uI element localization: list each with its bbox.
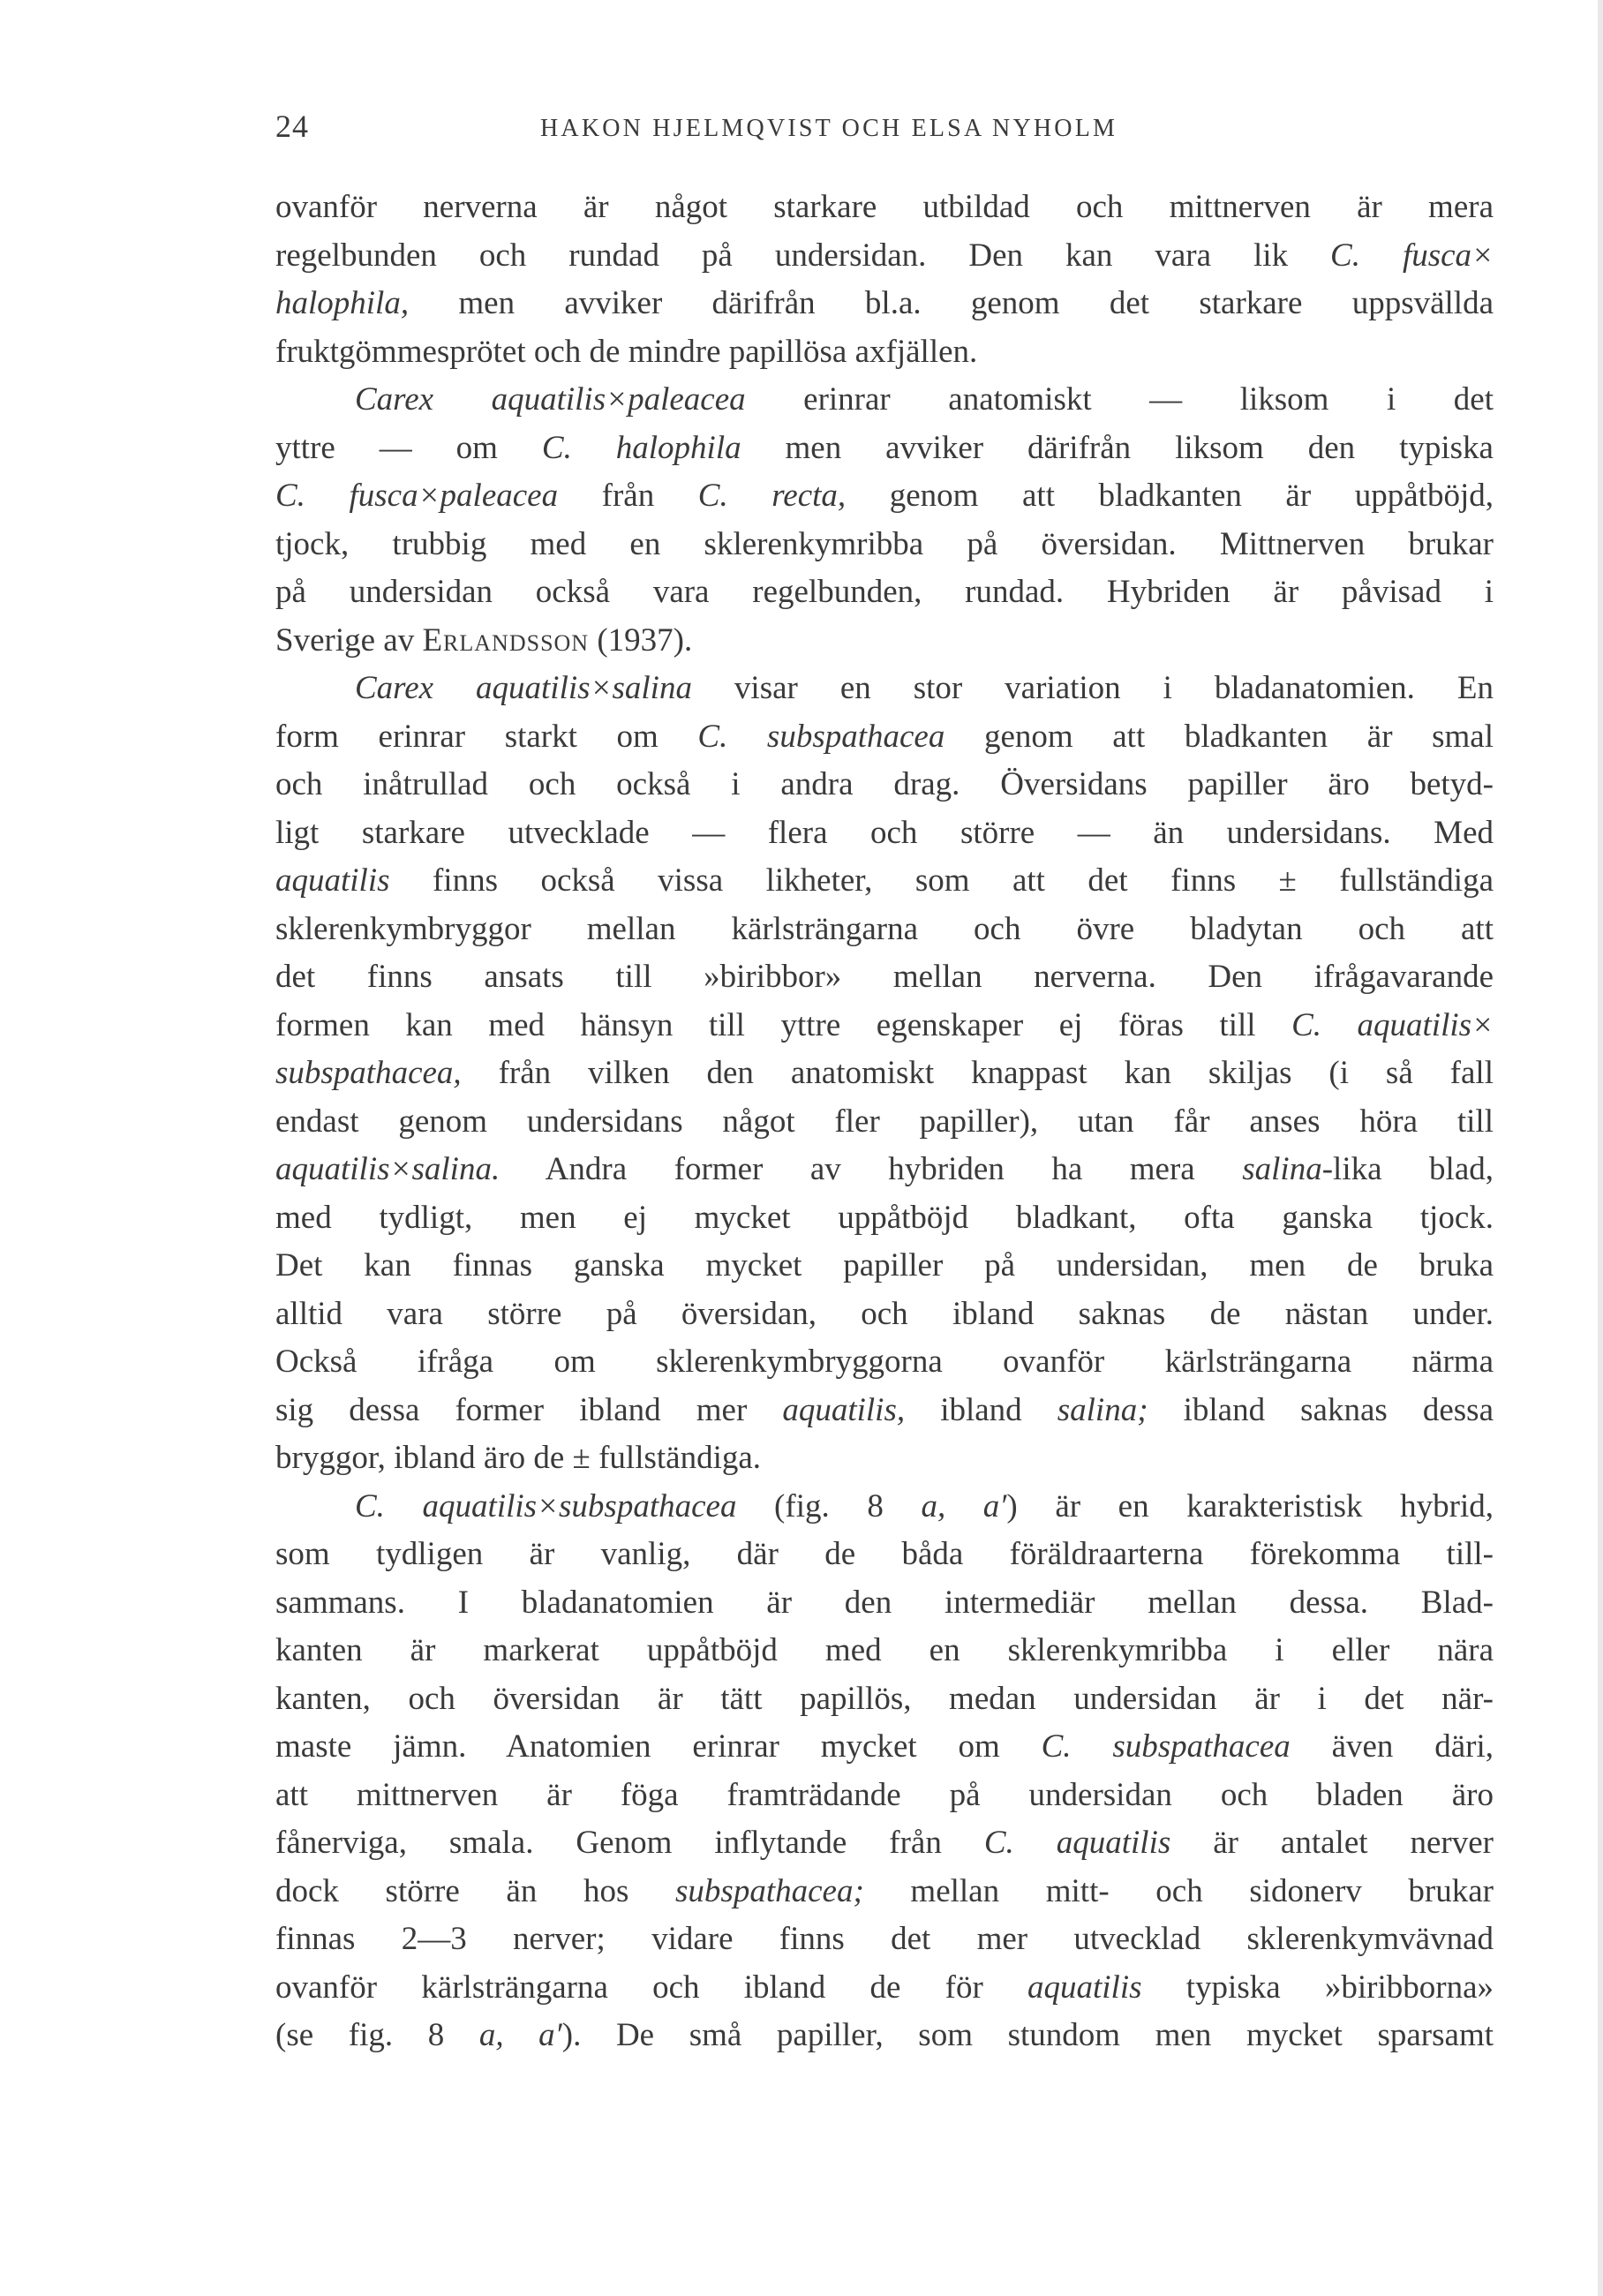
text-line — [275, 1194, 1494, 1243]
scan-edge — [1598, 0, 1603, 2296]
text-segment: med tydligt, men ej mycket uppåtböjd bladkant, ofta ganska tjock. — [275, 1199, 1494, 1236]
italic-text: C. fusca×paleacea — [275, 478, 559, 514]
italic-text: C. subspathacea — [1041, 1728, 1291, 1765]
text-segment: erinrar anatomiskt — liksom i det — [745, 381, 1494, 418]
text-segment: regelbunden och rundad på undersidan. Den kan vara lik — [275, 237, 1331, 274]
italic-text: C. aquatilis — [983, 1825, 1171, 1861]
text-line — [275, 1434, 1494, 1483]
text-line — [275, 1098, 1494, 1147]
text-segment: Andra former av hybriden ha mera — [500, 1151, 1243, 1187]
text-line — [275, 1772, 1494, 1820]
text-segment: (se fig. 8 — [275, 2017, 479, 2053]
italic-text: C. subspathacea — [697, 718, 945, 755]
text-segment: (fig. 8 — [736, 1487, 922, 1524]
italic-text: a, a′ — [921, 1487, 1007, 1524]
text-segment: från vilken den anatomiskt knappast kan skiljas (i så fall — [461, 1055, 1494, 1091]
text-segment: alltid vara större på översidan, och ibland saknas de nästan under. — [275, 1295, 1494, 1332]
text-line — [275, 953, 1494, 1002]
text-segment: kanten, och översidan är tätt papillös, medan undersidan är i det när- — [275, 1680, 1494, 1717]
italic-text: C. aquatilis× — [1291, 1006, 1494, 1043]
running-head: HAKON HJELMQVIST OCH ELSA NYHOLM — [540, 115, 1118, 142]
text-segment: visar en stor variation i bladanatomien. En — [691, 670, 1494, 706]
text-line — [275, 1002, 1494, 1050]
page-number: 24 — [275, 109, 309, 144]
text-segment: fånerviga, smala. Genom inflytande från — [275, 1825, 984, 1861]
text-segment: form erinrar starkt om — [275, 718, 698, 755]
text-line — [275, 1819, 1494, 1868]
text-line — [275, 568, 1494, 617]
italic-text: aquatilis — [275, 862, 390, 899]
text-line — [275, 1579, 1494, 1628]
text-segment: sig dessa former ibland mer — [275, 1391, 783, 1428]
text-segment: sammans. I bladanatomien är den intermediär mellan dessa. Blad- — [275, 1584, 1494, 1621]
italic-text: subspathacea, — [275, 1055, 462, 1091]
text-line — [275, 280, 1494, 328]
text-line — [275, 472, 1494, 521]
text-line — [275, 1675, 1494, 1724]
body-text — [275, 184, 1494, 2060]
text-segment: endast genom undersidans något fler papiller), utan får anses höra till — [275, 1103, 1494, 1140]
text-line — [275, 376, 1494, 425]
text-segment: bryggor, ibland äro de ± fullständiga. — [275, 1440, 762, 1476]
text-line — [275, 713, 1494, 762]
italic-text: salina — [1242, 1151, 1322, 1187]
text-segment: formen kan med hänsyn till yttre egenskaper ej föras till — [275, 1006, 1292, 1043]
author-name: Erlandsson — [422, 621, 590, 659]
text-segment: men avviker därifrån liksom den typiska — [741, 429, 1494, 466]
text-line — [275, 1338, 1494, 1387]
text-segment: på undersidan också vara regelbunden, rundad. Hybriden är påvisad i — [275, 574, 1494, 610]
text-line — [275, 1868, 1494, 1916]
text-segment: ligt starkare utvecklade — flera och större — än undersidans. Med — [275, 814, 1494, 851]
text-line — [275, 617, 1494, 666]
italic-text: a, a′ — [478, 2017, 562, 2053]
text-line — [275, 1483, 1494, 1532]
italic-text: aquatilis, — [782, 1391, 906, 1428]
text-segment: typiska »biribborna» — [1141, 1969, 1494, 2006]
text-line — [275, 665, 1494, 713]
text-line — [275, 1387, 1494, 1435]
text-line — [275, 2012, 1494, 2060]
text-segment: -lika blad, — [1321, 1151, 1494, 1187]
italic-text: C. recta, — [697, 478, 847, 514]
text-segment: Också ifråga om sklerenkymbryggorna ovanför kärlsträngarna närma — [275, 1344, 1494, 1380]
page-header — [275, 108, 1494, 161]
text-line — [275, 184, 1494, 232]
text-line — [275, 906, 1494, 954]
text-segment: även däri, — [1290, 1728, 1494, 1765]
italic-text: C. aquatilis×subspathacea — [355, 1487, 737, 1524]
text-segment: att mittnerven är föga framträdande på undersidan och bladen äro — [275, 1776, 1494, 1813]
text-segment: och inåtrullad och också i andra drag. Översidans papiller äro betyd- — [275, 766, 1494, 802]
text-line — [275, 232, 1494, 281]
italic-text: C. fusca× — [1330, 237, 1494, 274]
text-segment: ovanför nerverna är något starkare utbildad och mittnerven är mera — [275, 189, 1494, 225]
italic-text: aquatilis — [1027, 1969, 1142, 2006]
text-segment: från — [558, 478, 698, 514]
text-line — [275, 1242, 1494, 1291]
text-line — [275, 521, 1494, 569]
text-line — [275, 1050, 1494, 1098]
italic-text: halophila, — [275, 285, 410, 321]
text-segment: mellan mitt- och sidonerv brukar — [863, 1872, 1494, 1909]
text-segment: finnas 2—3 nerver; vidare finns det mer utvecklad sklerenkymvävnad — [275, 1921, 1494, 1957]
text-line — [275, 1146, 1494, 1194]
text-segment: det finns ansats till »biribbor» mellan nerverna. Den ifrågavarande — [275, 959, 1494, 995]
text-line — [275, 809, 1494, 858]
text-line — [275, 1531, 1494, 1579]
text-segment: ibland — [905, 1391, 1057, 1428]
text-segment: genom att bladkanten är smal — [944, 718, 1494, 755]
text-segment: maste jämn. Anatomien erinrar mycket om — [275, 1728, 1042, 1765]
italic-text: subspathacea; — [675, 1872, 864, 1909]
text-line — [275, 857, 1494, 906]
text-segment: Sverige av — [275, 621, 423, 659]
text-segment: kanten är markerat uppåtböjd med en sklerenkymribba i eller nära — [275, 1632, 1494, 1668]
text-segment: finns också vissa likheter, som att det finns ± fullständiga — [389, 862, 1494, 899]
text-segment: yttre — om — [275, 429, 542, 466]
italic-text: aquatilis×salina. — [275, 1151, 500, 1187]
text-segment: fruktgömmesprötet och de mindre papillösa axfjällen. — [275, 333, 978, 370]
italic-text: Carex aquatilis×salina — [355, 670, 692, 706]
text-line — [275, 328, 1494, 377]
text-segment: tjock, trubbig med en sklerenkymribba på översidan. Mittnerven brukar — [275, 525, 1494, 562]
text-segment: ibland saknas dessa — [1148, 1391, 1494, 1428]
italic-text: salina; — [1057, 1391, 1148, 1428]
text-segment: (1937). — [589, 621, 693, 659]
text-line — [275, 761, 1494, 809]
text-line — [275, 1964, 1494, 2013]
text-segment: dock större än hos — [275, 1872, 676, 1909]
text-segment: genom att bladkanten är uppåtböjd, — [846, 478, 1494, 514]
text-segment: ) är en karakteristisk hybrid, — [1006, 1487, 1494, 1524]
text-segment: ). De små papiller, som stundom men mycket sparsamt — [561, 2017, 1494, 2053]
italic-text: Carex aquatilis×paleacea — [355, 381, 746, 418]
text-line — [275, 1723, 1494, 1772]
text-segment: som tydligen är vanlig, där de båda föräldraarterna förekomma till- — [275, 1536, 1494, 1572]
text-line — [275, 1627, 1494, 1675]
text-segment: ovanför kärlsträngarna och ibland de för — [275, 1969, 1027, 2006]
text-segment: Det kan finnas ganska mycket papiller på undersidan, men de bruka — [275, 1247, 1494, 1284]
text-line — [275, 1291, 1494, 1339]
text-line — [275, 1916, 1494, 1964]
text-segment: är antalet nerver — [1170, 1825, 1494, 1861]
italic-text: C. halophila — [541, 429, 741, 466]
text-segment: sklerenkymbryggor mellan kärlsträngarna och övre bladytan och att — [275, 910, 1494, 947]
text-line — [275, 425, 1494, 473]
text-segment: men avviker därifrån bl.a. genom det starkare uppsvällda — [409, 285, 1494, 321]
